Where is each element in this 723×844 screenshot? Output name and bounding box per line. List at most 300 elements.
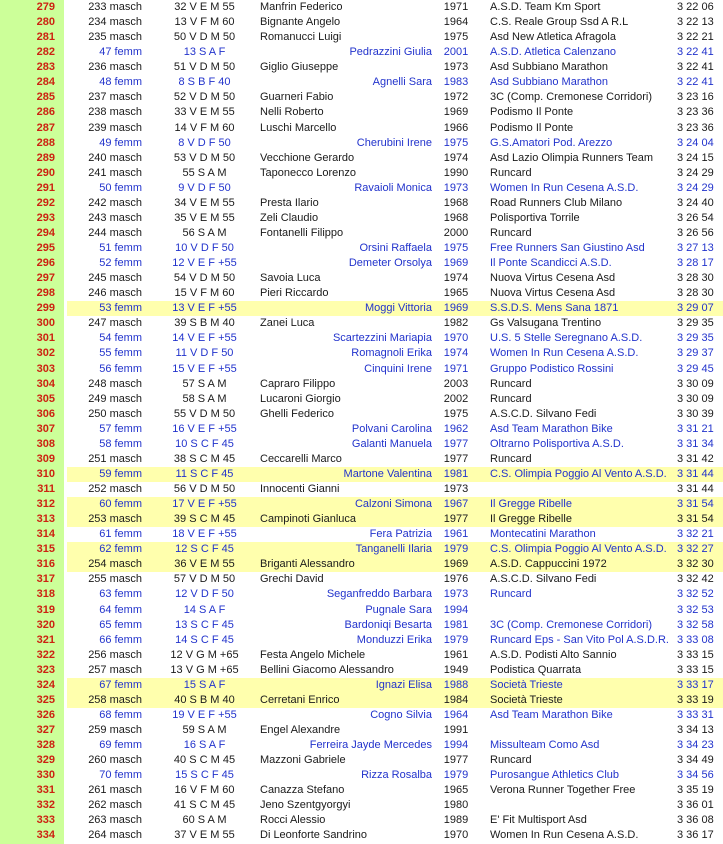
birth-year-cell: 2003: [443, 377, 469, 390]
finish-time-cell: 3 23 36: [677, 121, 714, 134]
category-cell: 35 V E M 55: [174, 211, 235, 224]
result-row: [0, 90, 723, 105]
athlete-name-cell: Grechi David: [260, 573, 324, 586]
finish-time-cell: 3 30 09: [677, 392, 714, 405]
team-cell: [477, 798, 677, 813]
position-cell: 281: [0, 30, 67, 45]
result-row: [0, 256, 723, 271]
position-cell: 284: [0, 75, 67, 90]
birth-year-cell: 1983: [443, 76, 469, 89]
position-cell: 309: [0, 452, 67, 467]
athlete-name-cell: Cogno Silvia: [370, 708, 432, 721]
team-cell: 3C (Comp. Cremonese Corridori): [490, 91, 652, 104]
athlete-name-cell: Moggi Vittoria: [257, 301, 435, 316]
team-cell: Verona Runner Together Free: [490, 784, 636, 797]
birth-year-cell: 1973: [443, 181, 469, 194]
gender-position-cell: 236 masch: [88, 61, 142, 74]
gender-position-cell: 251 masch: [88, 452, 142, 465]
category-cell: 12 V G M +65: [170, 648, 239, 661]
category-cell: 57 V D M 50: [173, 573, 236, 586]
athlete-name-cell: Mazzoni Gabriele: [260, 754, 346, 767]
team-cell: Asd Team Marathon Bike: [490, 708, 613, 721]
gender-position-cell: 53 femm: [67, 301, 152, 316]
team-cell: A.S.D. Team Km Sport: [490, 1, 601, 13]
athlete-name-cell: Bignante Angelo: [260, 16, 341, 29]
result-row: [0, 738, 723, 753]
result-row: [0, 512, 723, 527]
athlete-name-cell: Jeno Szentgyorgyi: [260, 799, 351, 812]
result-row: [0, 301, 723, 316]
team-cell: Runcard Eps - San Vito Pol A.S.D.R.: [490, 633, 669, 646]
team-cell: Asd Lazio Olimpia Runners Team: [490, 151, 654, 164]
result-row: [0, 105, 723, 120]
position-cell: 332: [0, 798, 67, 813]
finish-time-cell: 3 31 54: [677, 512, 723, 527]
birth-year-cell: 1971: [443, 362, 469, 375]
team-cell: Runcard: [490, 226, 532, 239]
finish-time-cell: 3 36 08: [677, 814, 714, 827]
gender-position-cell: 49 femm: [99, 136, 142, 149]
team-cell: Women In Run Cesena A.S.D.: [490, 181, 639, 194]
team-cell: [477, 723, 677, 738]
position-cell: 314: [0, 527, 67, 542]
category-cell: 11 V D F 50: [175, 347, 234, 360]
category-cell: 13 V E F +55: [152, 301, 257, 316]
birth-year-cell: 1975: [443, 407, 469, 420]
gender-position-cell: 48 femm: [99, 76, 142, 89]
gender-position-cell: 58 femm: [99, 437, 142, 450]
birth-year-cell: 1961: [443, 648, 469, 661]
gender-position-cell: 234 masch: [88, 16, 142, 29]
athlete-name-cell: Campinoti Gianluca: [257, 512, 435, 527]
finish-time-cell: 3 33 15: [677, 648, 714, 661]
finish-time-cell: 3 24 15: [677, 151, 714, 164]
athlete-name-cell: Polvani Carolina: [351, 422, 432, 435]
result-row: [0, 75, 723, 90]
athlete-name-cell: Ferreira Jayde Mercedes: [309, 739, 432, 752]
gender-position-cell: 240 masch: [88, 151, 142, 164]
position-cell: 308: [0, 437, 67, 452]
team-cell: Runcard: [490, 588, 532, 601]
category-cell: 57 S A M: [182, 377, 227, 390]
finish-time-cell: 3 29 35: [677, 317, 714, 330]
birth-year-cell: 1969: [435, 301, 477, 316]
position-cell: 296: [0, 256, 67, 271]
athlete-name-cell: Canazza Stefano: [260, 784, 345, 797]
team-cell: Asd New Atletica Afragola: [490, 31, 616, 44]
finish-time-cell: 3 33 31: [677, 708, 714, 721]
result-row: [0, 196, 723, 211]
finish-time-cell: 3 31 42: [677, 452, 714, 465]
position-cell: 331: [0, 783, 67, 798]
gender-position-cell: 262 masch: [88, 799, 142, 812]
finish-time-cell: 3 26 54: [677, 211, 714, 224]
birth-year-cell: 2001: [443, 46, 469, 59]
athlete-name-cell: Manfrin Federico: [260, 1, 343, 13]
athlete-name-cell: Demeter Orsolya: [348, 257, 432, 270]
team-cell: [477, 482, 677, 497]
position-cell: 325: [0, 693, 67, 708]
gender-position-cell: 47 femm: [99, 46, 142, 59]
result-row: [0, 587, 723, 602]
team-cell: Asd Team Marathon Bike: [490, 422, 613, 435]
athlete-name-cell: Vecchione Gerardo: [260, 151, 355, 164]
finish-time-cell: 3 29 07: [677, 301, 723, 316]
finish-time-cell: 3 32 21: [677, 528, 714, 541]
result-row: [0, 572, 723, 587]
team-cell: [477, 603, 677, 618]
gender-position-cell: 253 masch: [67, 512, 152, 527]
category-cell: 12 V D F 50: [175, 588, 234, 601]
team-cell: Runcard: [490, 377, 532, 390]
category-cell: 14 V E F +55: [172, 332, 237, 345]
position-cell: 303: [0, 362, 67, 377]
team-cell: Gruppo Podistico Rossini: [490, 362, 614, 375]
finish-time-cell: 3 29 37: [677, 347, 714, 360]
finish-time-cell: 3 32 42: [677, 573, 714, 586]
team-cell: Podistica Quarrata: [490, 663, 582, 676]
team-cell: Podismo Il Ponte: [490, 121, 574, 134]
athlete-name-cell: Romagnoli Erika: [351, 347, 432, 360]
birth-year-cell: 1968: [443, 211, 469, 224]
position-cell: 305: [0, 392, 67, 407]
birth-year-cell: 1990: [443, 166, 469, 179]
birth-year-cell: 1974: [443, 151, 469, 164]
athlete-name-cell: Bardoniqi Besarta: [344, 618, 432, 631]
athlete-name-cell: Galanti Manuela: [351, 437, 432, 450]
finish-time-cell: 3 22 13: [677, 16, 714, 29]
result-row: [0, 346, 723, 361]
gender-position-cell: 242 masch: [88, 196, 142, 209]
gender-position-cell: 247 masch: [88, 317, 142, 330]
category-cell: 38 S C M 45: [173, 452, 236, 465]
position-cell: 300: [0, 316, 67, 331]
category-cell: 10 S C F 45: [175, 437, 234, 450]
category-cell: 36 V E M 55: [152, 557, 257, 572]
athlete-name-cell: Innocenti Gianni: [260, 483, 340, 495]
category-cell: 13 V G M +65: [170, 663, 239, 676]
athlete-name-cell: Engel Alexandre: [260, 724, 341, 736]
athlete-name-cell: Nelli Roberto: [260, 106, 324, 119]
athlete-name-cell: Seganfreddo Barbara: [326, 588, 432, 601]
position-cell: 323: [0, 663, 67, 678]
position-cell: 330: [0, 768, 67, 783]
category-cell: 50 V D M 50: [173, 31, 236, 44]
finish-time-cell: 3 22 41: [677, 46, 714, 59]
gender-position-cell: 238 masch: [88, 106, 142, 119]
team-cell: A.S.C.D. Silvano Fedi: [490, 407, 597, 420]
position-cell: 318: [0, 587, 67, 602]
gender-position-cell: 233 masch: [88, 1, 142, 13]
finish-time-cell: 3 34 49: [677, 754, 714, 767]
athlete-name-cell: Fera Patrizia: [369, 528, 432, 541]
result-row: [0, 708, 723, 723]
category-cell: 11 S C F 45: [152, 467, 257, 482]
birth-year-cell: 1979: [435, 542, 477, 557]
gender-position-cell: 260 masch: [88, 754, 142, 767]
finish-time-cell: 3 32 30: [677, 557, 723, 572]
gender-position-cell: 255 masch: [88, 573, 142, 586]
birth-year-cell: 1965: [443, 784, 469, 797]
gender-position-cell: 62 femm: [67, 542, 152, 557]
athlete-name-cell: Pieri Riccardo: [260, 287, 329, 300]
athlete-name-cell: Giglio Giuseppe: [260, 61, 339, 74]
team-cell: E' Fit Multisport Asd: [490, 814, 587, 827]
athlete-name-cell: Bellini Giacomo Alessandro: [260, 663, 394, 676]
finish-time-cell: 3 28 17: [677, 257, 714, 270]
position-cell: 328: [0, 738, 67, 753]
birth-year-cell: 1973: [443, 483, 469, 495]
category-cell: 14 V F M 60: [174, 121, 235, 134]
team-cell: Società Trieste: [477, 678, 677, 693]
finish-time-cell: 3 24 29: [677, 166, 714, 179]
result-row: [0, 753, 723, 768]
category-cell: 8 S B F 40: [178, 76, 231, 89]
team-cell: Free Runners San Giustino Asd: [490, 242, 645, 254]
category-cell: 56 V D M 50: [173, 483, 236, 495]
athlete-name-cell: Martone Valentina: [257, 467, 435, 482]
athlete-name-cell: Ghelli Federico: [260, 407, 334, 420]
birth-year-cell: 1982: [443, 317, 469, 330]
position-cell: 313: [0, 512, 67, 527]
category-cell: 12 S C F 45: [152, 542, 257, 557]
gender-position-cell: 248 masch: [88, 377, 142, 390]
position-cell: 310: [0, 467, 67, 482]
category-cell: 40 S C M 45: [173, 754, 236, 767]
result-row: [0, 768, 723, 783]
birth-year-cell: 1949: [443, 663, 469, 676]
result-row: [0, 618, 723, 633]
athlete-name-cell: Fontanelli Filippo: [260, 226, 344, 239]
athlete-name-cell: Rocci Alessio: [260, 814, 326, 827]
team-cell: Runcard: [490, 166, 532, 179]
athlete-name-cell: Scartezzini Mariapia: [332, 332, 432, 345]
result-row: [0, 0, 723, 15]
finish-time-cell: 3 22 21: [677, 31, 714, 44]
birth-year-cell: 1980: [443, 799, 469, 812]
gender-position-cell: 59 femm: [67, 467, 152, 482]
athlete-name-cell: Ravaioli Monica: [354, 181, 432, 194]
result-row: [0, 226, 723, 241]
birth-year-cell: 1975: [443, 136, 469, 149]
athlete-name-cell: Di Leonforte Sandrino: [260, 829, 368, 842]
gender-position-cell: 257 masch: [88, 663, 142, 676]
athlete-name-cell: Agnelli Sara: [372, 76, 432, 89]
athlete-name-cell: Cherubini Irene: [356, 136, 432, 149]
finish-time-cell: 3 33 15: [677, 663, 714, 676]
category-cell: 15 S C F 45: [175, 769, 234, 782]
category-cell: 34 V E M 55: [174, 196, 235, 209]
birth-year-cell: 1970: [443, 332, 469, 345]
gender-position-cell: 259 masch: [88, 724, 142, 736]
finish-time-cell: 3 30 39: [677, 407, 714, 420]
athlete-name-cell: Zeli Claudio: [260, 211, 319, 224]
team-cell: C.S. Reale Group Ssd A R.L: [490, 16, 629, 29]
category-cell: 16 S A F: [183, 739, 226, 752]
team-cell: Asd Subbiano Marathon: [490, 61, 609, 74]
team-cell: Podismo Il Ponte: [490, 106, 574, 119]
gender-position-cell: 51 femm: [99, 242, 142, 254]
team-cell: Polisportiva Torrile: [490, 211, 580, 224]
gender-position-cell: 50 femm: [99, 181, 142, 194]
gender-position-cell: 254 masch: [67, 557, 152, 572]
category-cell: 55 S A M: [182, 166, 227, 179]
finish-time-cell: 3 34 13: [677, 724, 714, 736]
position-cell: 320: [0, 618, 67, 633]
team-cell: Montecatini Marathon: [490, 528, 596, 541]
birth-year-cell: 1967: [435, 497, 477, 512]
gender-position-cell: 246 masch: [88, 287, 142, 300]
position-cell: 306: [0, 407, 67, 422]
gender-position-cell: 55 femm: [99, 347, 142, 360]
category-cell: 58 S A M: [182, 392, 227, 405]
position-cell: 321: [0, 633, 67, 648]
athlete-name-cell: Calzoni Simona: [257, 497, 435, 512]
gender-position-cell: 256 masch: [88, 648, 142, 661]
birth-year-cell: 1972: [443, 91, 469, 104]
position-cell: 298: [0, 286, 67, 301]
finish-time-cell: 3 27 13: [677, 242, 714, 254]
result-row: [0, 783, 723, 798]
athlete-name-cell: Orsini Raffaela: [359, 242, 432, 254]
athlete-name-cell: Ceccarelli Marco: [260, 452, 342, 465]
finish-time-cell: 3 32 53: [677, 603, 714, 616]
finish-time-cell: 3 31 21: [677, 422, 714, 435]
birth-year-cell: 2002: [443, 392, 469, 405]
result-row: [0, 392, 723, 407]
birth-year-cell: 1975: [443, 31, 469, 44]
birth-year-cell: 2000: [443, 226, 469, 239]
finish-time-cell: 3 32 58: [677, 618, 714, 631]
finish-time-cell: 3 31 34: [677, 437, 714, 450]
result-row: [0, 151, 723, 166]
result-row: [0, 452, 723, 467]
birth-year-cell: 1994: [443, 739, 469, 752]
gender-position-cell: 57 femm: [99, 422, 142, 435]
category-cell: 14 S A F: [183, 603, 226, 616]
result-row: [0, 663, 723, 678]
result-row: [0, 60, 723, 75]
position-cell: 315: [0, 542, 67, 557]
result-row: [0, 693, 723, 708]
birth-year-cell: 1973: [443, 61, 469, 74]
result-row: [0, 678, 723, 693]
birth-year-cell: 1977: [443, 754, 469, 767]
gender-position-cell: 261 masch: [88, 784, 142, 797]
result-row: [0, 497, 723, 512]
result-row: [0, 527, 723, 542]
position-cell: 280: [0, 15, 67, 30]
position-cell: 301: [0, 331, 67, 346]
gender-position-cell: 250 masch: [88, 407, 142, 420]
athlete-name-cell: Pedrazzini Giulia: [349, 46, 432, 59]
result-row: [0, 121, 723, 136]
gender-position-cell: 239 masch: [88, 121, 142, 134]
position-cell: 285: [0, 90, 67, 105]
birth-year-cell: 1966: [443, 121, 469, 134]
team-cell: A.S.D. Cappuccini 1972: [477, 557, 677, 572]
finish-time-cell: 3 33 17: [677, 678, 723, 693]
athlete-name-cell: Presta Ilario: [260, 196, 319, 209]
gender-position-cell: 252 masch: [88, 483, 142, 495]
athlete-name-cell: Romanucci Luigi: [260, 31, 342, 44]
gender-position-cell: 69 femm: [99, 739, 142, 752]
position-cell: 295: [0, 241, 67, 256]
team-cell: Nuova Virtus Cesena Asd: [490, 272, 616, 285]
team-cell: Asd Subbiano Marathon: [490, 76, 609, 89]
gender-position-cell: 235 masch: [88, 31, 142, 44]
birth-year-cell: 1981: [443, 618, 469, 631]
position-cell: 293: [0, 211, 67, 226]
gender-position-cell: 264 masch: [88, 829, 142, 842]
result-row: [0, 798, 723, 813]
result-row: [0, 362, 723, 377]
result-row: [0, 271, 723, 286]
gender-position-cell: 70 femm: [99, 769, 142, 782]
athlete-name-cell: Festa Angelo Michele: [260, 648, 366, 661]
result-row: [0, 648, 723, 663]
birth-year-cell: 1977: [443, 437, 469, 450]
result-row: [0, 136, 723, 151]
category-cell: 18 V E F +55: [172, 528, 237, 541]
category-cell: 13 V F M 60: [174, 16, 235, 29]
position-cell: 297: [0, 271, 67, 286]
result-row: [0, 181, 723, 196]
birth-year-cell: 1994: [443, 603, 469, 616]
position-cell: 302: [0, 346, 67, 361]
team-cell: C.S. Olimpia Poggio Al Vento A.S.D.: [477, 467, 677, 482]
finish-time-cell: 3 31 44: [677, 467, 723, 482]
athlete-name-cell: Cerretani Enrico: [257, 693, 435, 708]
category-cell: 15 S A F: [152, 678, 257, 693]
category-cell: 41 S C M 45: [173, 799, 236, 812]
position-cell: 334: [0, 828, 67, 843]
result-row: [0, 467, 723, 482]
birth-year-cell: 1965: [443, 287, 469, 300]
team-cell: 3C (Comp. Cremonese Corridori): [490, 618, 652, 631]
athlete-name-cell: Cinquini Irene: [364, 362, 432, 375]
result-row: [0, 241, 723, 256]
position-cell: 324: [0, 678, 67, 693]
position-cell: 322: [0, 648, 67, 663]
finish-time-cell: 3 24 04: [677, 136, 714, 149]
category-cell: 15 V F M 60: [174, 287, 235, 300]
finish-time-cell: 3 24 40: [677, 196, 714, 209]
team-cell: Il Gregge Ribelle: [477, 512, 677, 527]
birth-year-cell: 1962: [443, 422, 469, 435]
position-cell: 311: [0, 482, 67, 497]
athlete-name-cell: Monduzzi Erika: [356, 633, 432, 646]
birth-year-cell: 1969: [443, 106, 469, 119]
category-cell: 53 V D M 50: [173, 151, 236, 164]
gender-position-cell: 68 femm: [99, 708, 142, 721]
finish-time-cell: 3 33 08: [677, 633, 714, 646]
birth-year-cell: 1991: [443, 724, 469, 736]
gender-position-cell: 67 femm: [67, 678, 152, 693]
finish-time-cell: 3 23 36: [677, 106, 714, 119]
finish-time-cell: 3 23 16: [677, 91, 714, 104]
athlete-name-cell: Taponecco Lorenzo: [260, 166, 357, 179]
finish-time-cell: 3 32 27: [677, 542, 723, 557]
category-cell: 60 S A M: [182, 814, 227, 827]
category-cell: 13 S C F 45: [175, 618, 234, 631]
position-cell: 326: [0, 708, 67, 723]
category-cell: 13 S A F: [183, 46, 226, 59]
category-cell: 59 S A M: [182, 724, 227, 736]
gender-position-cell: 60 femm: [67, 497, 152, 512]
finish-time-cell: 3 24 29: [677, 181, 714, 194]
birth-year-cell: 1973: [443, 588, 469, 601]
